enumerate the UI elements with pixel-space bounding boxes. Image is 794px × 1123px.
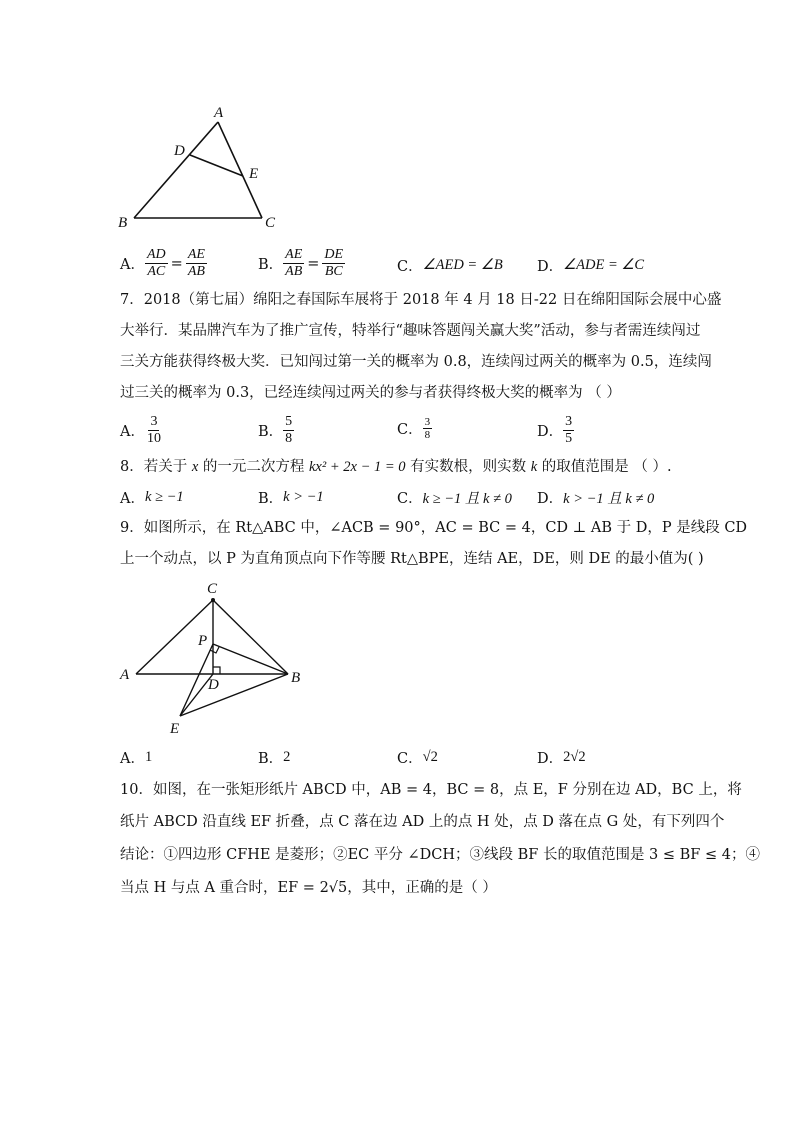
q7-option-b — [258, 414, 294, 447]
q8-middle: 的一元二次方程 — [198, 459, 309, 475]
q8-option-b-text: k > −1 — [283, 489, 324, 505]
q9-option-c-letter: C． — [397, 751, 423, 767]
q9-line-1: 9．如图所示，在 Rt△ABC 中，∠ACB = 90°，AC = BC = 4，CD ⊥ AB 于 D，P 是线段 CD — [120, 520, 748, 536]
q7-option-a-letter: A． — [120, 424, 145, 440]
label-e: E — [170, 721, 180, 737]
q6-option-d — [537, 255, 644, 276]
q6-option-a-letter: A． — [120, 257, 145, 273]
q8-option-d-letter: D． — [537, 491, 564, 507]
label-b: B — [291, 670, 301, 686]
q7-line-1: 7．2018（第七届）绵阳之春国际车展将于 2018 年 4 月 18 日-22 日在绵阳国际会展中心盛 — [120, 292, 722, 308]
fraction — [423, 416, 433, 441]
label-e: E — [249, 166, 259, 182]
q7-option-d-letter: D． — [537, 424, 564, 440]
q10-line-4: 当点 H 与点 A 重合时，EF = 2√5，其中，正确的是（ ） — [120, 880, 497, 896]
q9-option-b-text: 2 — [283, 749, 291, 765]
q9-option-d-letter: D． — [537, 751, 564, 767]
q9-option-d — [537, 747, 586, 768]
q6-option-b — [258, 247, 345, 280]
q9-line-2: 上一个动点，以 P 为直角顶点向下作等腰 Rt△BPE，连结 AE，DE，则 DE 的最小值为( ) — [120, 551, 704, 567]
label-c: C — [207, 581, 218, 597]
q7-option-b-letter: B． — [258, 424, 284, 440]
fraction-den: 8 — [424, 429, 431, 441]
side-ab — [134, 122, 218, 218]
q8-option-d — [537, 487, 654, 508]
fraction — [186, 247, 207, 280]
q8-option-b — [258, 487, 324, 508]
q8-var-x: x — [191, 459, 199, 475]
q9-option-a — [120, 747, 152, 768]
q8-var-k: k — [530, 459, 538, 475]
q8-equation: kx² + 2x − 1 = 0 — [309, 459, 406, 475]
fraction-den: AB — [285, 264, 303, 279]
q8-option-c-text: k ≥ −1 且 k ≠ 0 — [422, 491, 512, 507]
q9-option-d-text: 2√2 — [563, 749, 586, 765]
q8-prefix: 8．若关于 — [120, 459, 192, 475]
q10-line-1: 10．如图，在一张矩形纸片 ABCD 中，AB = 4，BC = 8，点 E，F 分别在边 AD，BC 上，将 — [120, 782, 742, 798]
q7-option-c — [397, 416, 432, 441]
fraction-den: BC — [324, 264, 343, 279]
q9-option-b — [258, 747, 290, 768]
fraction-num: AE — [187, 247, 205, 262]
fraction — [145, 414, 163, 447]
q8-question — [120, 457, 672, 477]
label-b: B — [118, 215, 128, 231]
q8-suffix2: 的取值范围是 （ ）. — [537, 459, 672, 475]
fraction — [145, 247, 168, 280]
fraction — [283, 247, 304, 280]
q6-option-c-text: ∠AED = ∠B — [422, 257, 503, 273]
q9-option-c — [397, 747, 438, 768]
label-a: A — [120, 667, 130, 683]
q9-option-a-text: 1 — [144, 749, 153, 765]
triangle-figure-1 — [110, 100, 290, 235]
fraction-den: AB — [187, 264, 205, 279]
q6-option-d-letter: D． — [537, 259, 564, 275]
q7-option-d — [537, 414, 574, 447]
fraction-den: 10 — [146, 431, 161, 446]
fraction-den: 8 — [285, 431, 293, 446]
q6-option-d-text: ∠ADE = ∠C — [563, 257, 645, 273]
q6-option-c — [397, 255, 503, 276]
segment-pb — [213, 644, 288, 674]
fraction-num: 5 — [285, 414, 293, 429]
q9-option-b-letter: B． — [258, 751, 284, 767]
equals-sign: = — [307, 255, 320, 272]
fraction-num: DE — [324, 247, 344, 262]
q8-option-b-letter: B． — [258, 491, 284, 507]
q8-option-c-letter: C． — [397, 491, 423, 507]
label-d: D — [174, 143, 185, 159]
q7-option-c-letter: C． — [397, 422, 423, 438]
label-d: D — [208, 677, 219, 693]
q9-option-a-letter: A． — [120, 751, 145, 767]
q10-line-2: 纸片 ABCD 沿直线 EF 折叠，点 C 落在边 AD 上的点 H 处，点 D 落在点 G 处，有下列四个 — [120, 814, 725, 830]
q7-line-4: 过三关的概率为 0.3，已经连续闯过两关的参与者获得终极大奖的概率为 （ ） — [120, 385, 621, 401]
fraction-den: 5 — [565, 431, 573, 446]
q8-suffix1: 有实数根，则实数 — [405, 459, 531, 475]
fraction-den: AC — [147, 264, 166, 279]
q6-option-b-letter: B． — [258, 257, 284, 273]
fraction — [322, 247, 345, 280]
fraction-num: AD — [146, 247, 166, 262]
q8-option-d-text: k > −1 且 k ≠ 0 — [563, 491, 655, 507]
equals-sign: = — [170, 255, 183, 272]
q8-option-a — [120, 487, 184, 508]
q7-line-3: 三关方能获得终极大奖．已知闯过第一关的概率为 0.8，连续闯过两关的概率为 0.5，连续闯 — [120, 354, 712, 370]
right-angle-mark-d — [213, 667, 220, 674]
q6-option-a — [120, 247, 207, 280]
label-c: C — [265, 215, 276, 231]
q7-option-a — [120, 414, 163, 447]
q10-line-3: 结论：①四边形 CFHE 是菱形；②EC 平分 ∠DCH；③线段 BF 长的取值范围是 3 ≤ BF ≤ 4；④ — [120, 847, 760, 863]
q8-option-c — [397, 487, 512, 508]
q9-option-c-text: √2 — [422, 749, 438, 765]
q8-option-a-text: k ≥ −1 — [144, 489, 184, 505]
triangle-figure-2 — [110, 578, 320, 738]
q6-option-c-letter: C． — [397, 259, 423, 275]
segment-cb — [213, 600, 288, 674]
fraction-num: 3 — [150, 414, 158, 429]
q8-option-a-letter: A． — [120, 491, 145, 507]
fraction-num: 3 — [565, 414, 573, 429]
q7-line-2: 大举行．某品牌汽车为了推广宣传，特举行“趣味答题闯关赢大奖”活动，参与者需连续闯过 — [120, 323, 701, 339]
fraction — [283, 414, 294, 447]
fraction-num: AE — [285, 247, 303, 262]
label-a: A — [214, 105, 224, 121]
label-p: P — [198, 633, 208, 649]
fraction — [563, 414, 574, 447]
fraction-num: 3 — [424, 416, 431, 428]
point-c — [211, 598, 215, 602]
